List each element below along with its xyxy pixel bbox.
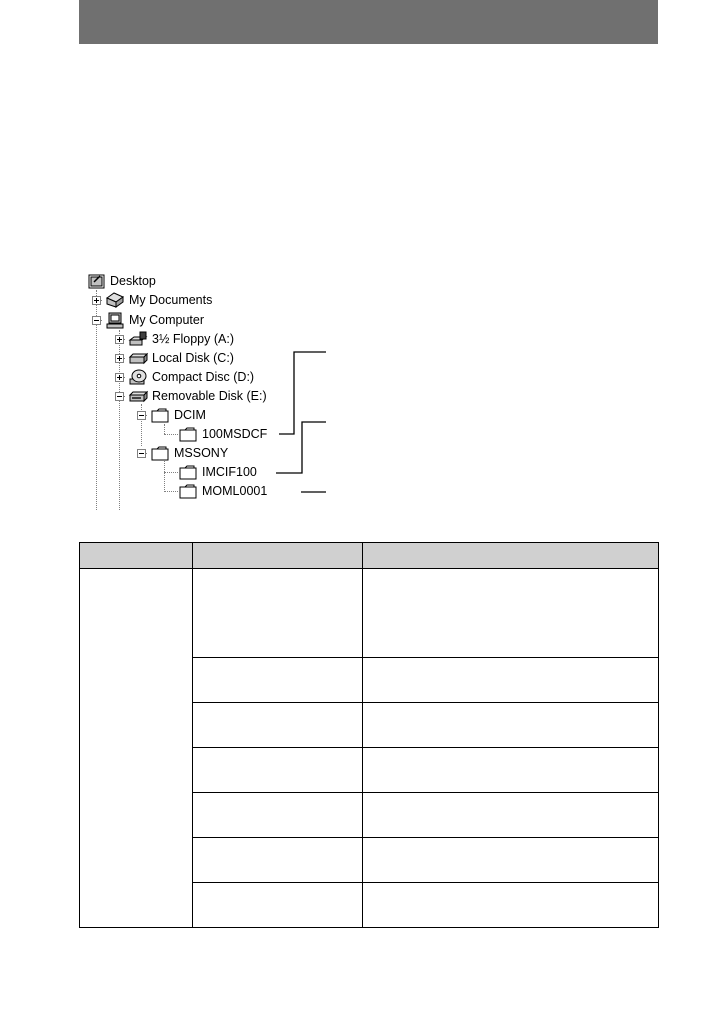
table-cell [363, 793, 659, 838]
tree-item-label: 100MSDCF [202, 427, 268, 441]
table-cell [193, 748, 363, 793]
table-header-cell [80, 543, 193, 569]
tree-item-label: Compact Disc (D:) [152, 370, 255, 384]
folder-description-table [79, 542, 659, 928]
table-header-cell [363, 543, 659, 569]
tree-item-label: MSSONY [174, 446, 229, 460]
tree-item-label: Desktop [110, 274, 156, 288]
table-cell [193, 658, 363, 703]
table-cell [363, 703, 659, 748]
table-cell [193, 838, 363, 883]
table-cell [363, 748, 659, 793]
callout-line-imcif100 [276, 422, 326, 473]
table-cell [363, 658, 659, 703]
tree-item-label: My Documents [129, 293, 213, 307]
tree-item-label: 3½ Floppy (A:) [152, 332, 234, 346]
table-cell [193, 883, 363, 928]
tree-item-label: DCIM [174, 408, 206, 422]
table-cell [80, 569, 193, 928]
table-header-row [80, 543, 659, 569]
table-cell [363, 569, 659, 658]
tree-item-label: Local Disk (C:) [152, 351, 234, 365]
table-cell [193, 569, 363, 658]
tree-item-label: Removable Disk (E:) [152, 389, 267, 403]
table-cell [363, 838, 659, 883]
tree-item-label: IMCIF100 [202, 465, 257, 479]
table-cell [193, 793, 363, 838]
table-row [80, 569, 659, 658]
table-cell [363, 883, 659, 928]
tree-item-label: MOML0001 [202, 484, 268, 498]
tree-item-label: My Computer [129, 313, 205, 327]
table-cell [193, 703, 363, 748]
table-header-cell [193, 543, 363, 569]
